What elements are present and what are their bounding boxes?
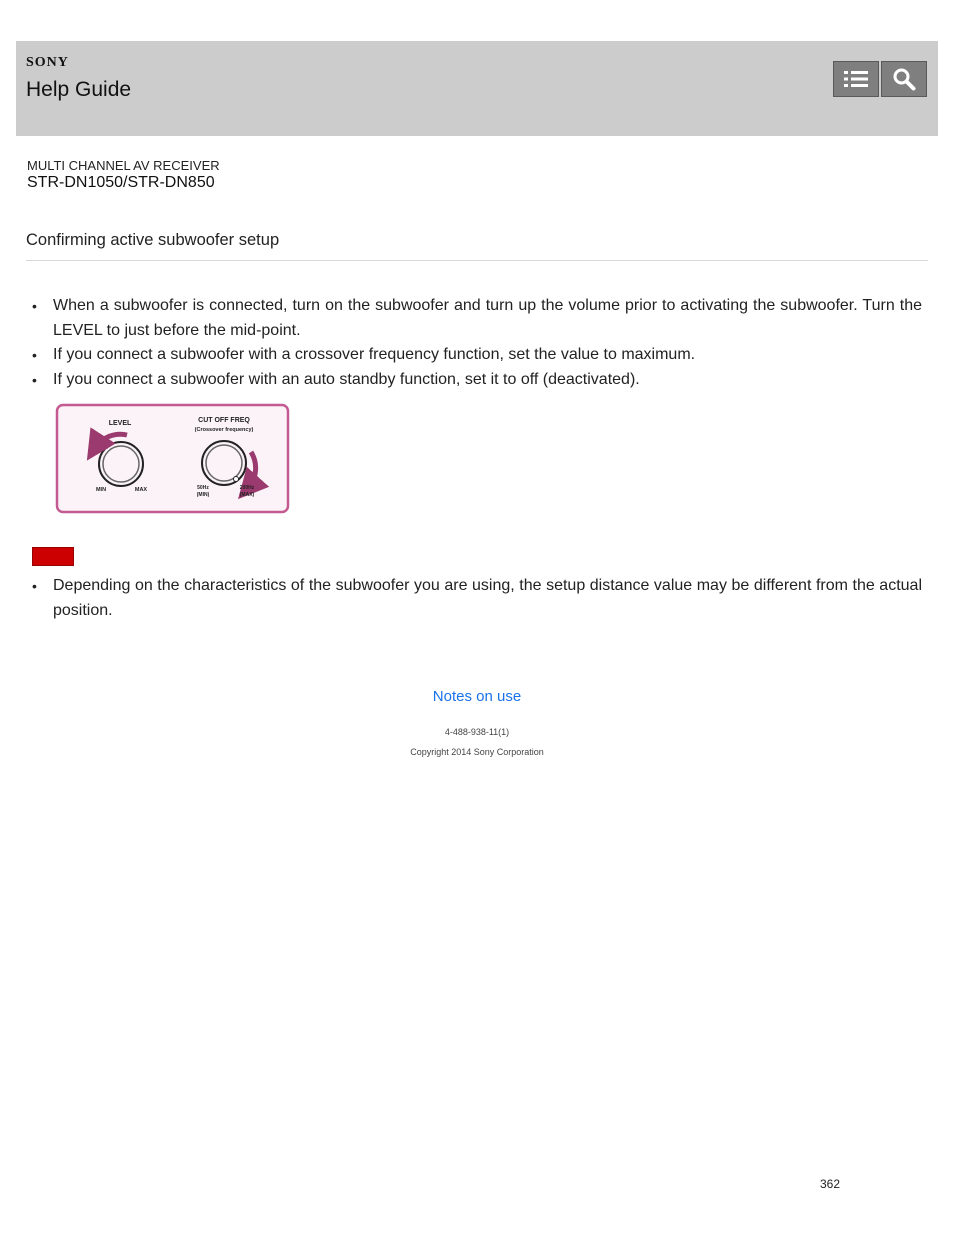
level-label: LEVEL xyxy=(108,420,132,427)
cutoff-min-label: 50Hz xyxy=(197,485,209,491)
note-badge xyxy=(32,547,74,566)
list-item: • If you connect a subwoofer with an auto standby function, set it to off (deactivated). xyxy=(26,368,922,393)
cutoff-max-label: 200Hz xyxy=(239,485,255,491)
search-button[interactable] xyxy=(881,61,927,97)
title-divider xyxy=(26,260,928,261)
topic-title: Confirming active subwoofer setup xyxy=(26,231,280,249)
copyright-text: Copyright 2014 Sony Corporation xyxy=(410,747,544,757)
cutoff-sublabel: (Crossover frequency) xyxy=(194,427,254,433)
list-item: • When a subwoofer is connected, turn on the subwoofer and turn up the volume prior to activating the subwoofer. Turn the LEVEL to just before the mid-point. xyxy=(26,294,922,343)
note-list xyxy=(26,574,922,623)
table-of-contents-button[interactable] xyxy=(833,61,879,97)
product-model: STR-DN1050/STR-DN850 xyxy=(27,174,215,191)
level-min-label: MIN xyxy=(95,487,107,493)
notes-on-use-link[interactable]: Notes on use xyxy=(432,688,522,705)
list-icon xyxy=(843,68,869,90)
help-guide-title: Help Guide xyxy=(26,78,132,101)
cutoff-label: CUT OFF FREQ xyxy=(198,417,250,424)
sony-logo: SONY xyxy=(26,55,69,70)
subwoofer-knobs-illustration xyxy=(55,403,290,515)
cutoff-min-sublabel: (MIN) xyxy=(196,492,210,498)
page-number: 362 xyxy=(820,1177,841,1191)
document-number: 4-488-938-11(1) xyxy=(444,727,510,737)
header-bar xyxy=(16,41,938,136)
cutoff-max-sublabel: (MAX) xyxy=(239,492,255,498)
list-item: • Depending on the characteristics of the subwoofer you are using, the setup distance value may be different from the actual position. xyxy=(26,574,922,623)
list-item: • If you connect a subwoofer with a crossover frequency function, set the value to maximum. xyxy=(26,343,922,368)
search-icon xyxy=(892,67,916,91)
instruction-list xyxy=(26,294,922,392)
product-category: MULTI CHANNEL AV RECEIVER xyxy=(27,158,220,173)
level-max-label: MAX xyxy=(134,487,148,493)
